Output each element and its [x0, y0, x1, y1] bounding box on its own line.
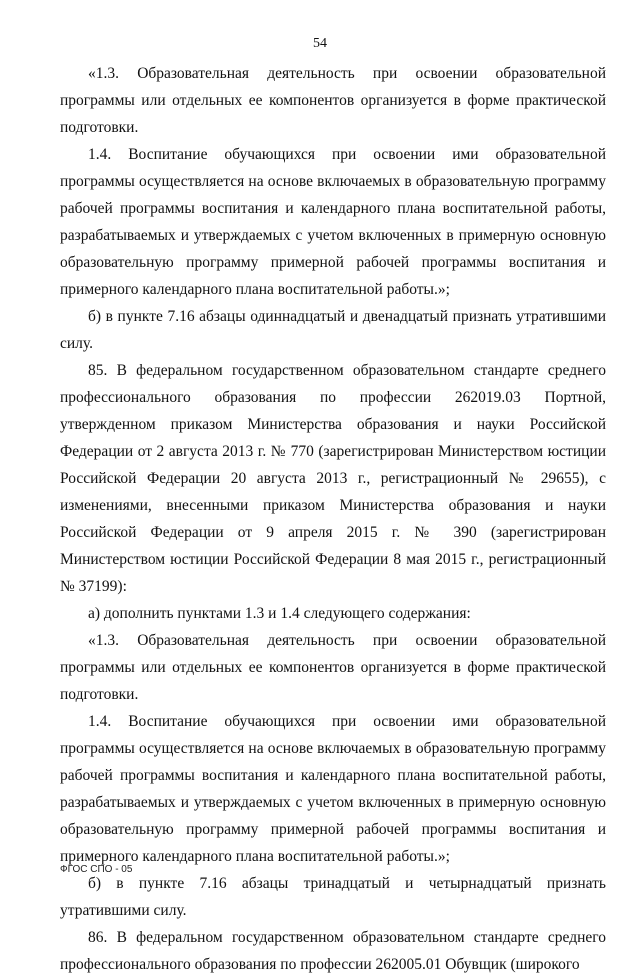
page-number: 54	[313, 36, 327, 51]
paragraph-b-7-16-second: б) в пункте 7.16 абзацы тринадцатый и четырнадцатый признать утратившими силу.	[60, 875, 606, 919]
paragraph-1-4-first: 1.4. Воспитание обучающихся при освоении ими образовательной программы осуществляется на основе включаемых в образовательную программу рабочей программы воспитания и календарного плана воспитательной работы, разрабатываемых и утверждаемых с учетом включенных в примерную основную образовательную программу примерной рабочей программы воспитания и примерного календарного плана воспитательной работы.»;	[60, 146, 606, 298]
paragraph-b-7-16-first: б) в пункте 7.16 абзацы одиннадцатый и двенадцатый признать утратившими силу.	[60, 308, 606, 352]
paragraph-item-86: 86. В федеральном государственном образовательном стандарте среднего профессионального образования по профессии 262005.01 Обувщик (широкого	[60, 929, 606, 973]
paragraph-1-3-first: «1.3. Образовательная деятельность при освоении образовательной программы или отдельных ее компонентов организуется в форме практической подготовки.	[60, 65, 606, 136]
footer-mark: ФГОС СПО - 05	[60, 864, 133, 875]
paragraph-1-4-second: 1.4. Воспитание обучающихся при освоении ими образовательной программы осуществляется на основе включаемых в образовательную программу рабочей программы воспитания и календарного плана воспитательной работы, разрабатываемых и утверждаемых с учетом включенных в примерную основную образовательную программу примерной рабочей программы воспитания и примерного календарного плана воспитательной работы.»;	[60, 713, 606, 865]
paragraph-item-85: 85. В федеральном государственном образовательном стандарте среднего профессионального образования по профессии 262019.03 Портной, утвержденном приказом Министерства образования и науки Российской Федерации от 2 августа 2013 г. № 770 (зарегистрирован Министерством юстиции Российской Федерации 20 августа 2013 г., регистрационный № 29655), с изменениями, внесенными приказом Министерства образования и науки Российской Федерации от 9 апреля 2015 г. № 390 (зарегистрирован Министерством юстиции Российской Федерации 8 мая 2015 г., регистрационный № 37199):	[60, 362, 606, 595]
paragraph-a-add-items: а) дополнить пунктами 1.3 и 1.4 следующего содержания:	[88, 605, 471, 622]
paragraph-1-3-second: «1.3. Образовательная деятельность при освоении образовательной программы или отдельных ее компонентов организуется в форме практической подготовки.	[60, 632, 606, 703]
document-body	[60, 60, 606, 978]
